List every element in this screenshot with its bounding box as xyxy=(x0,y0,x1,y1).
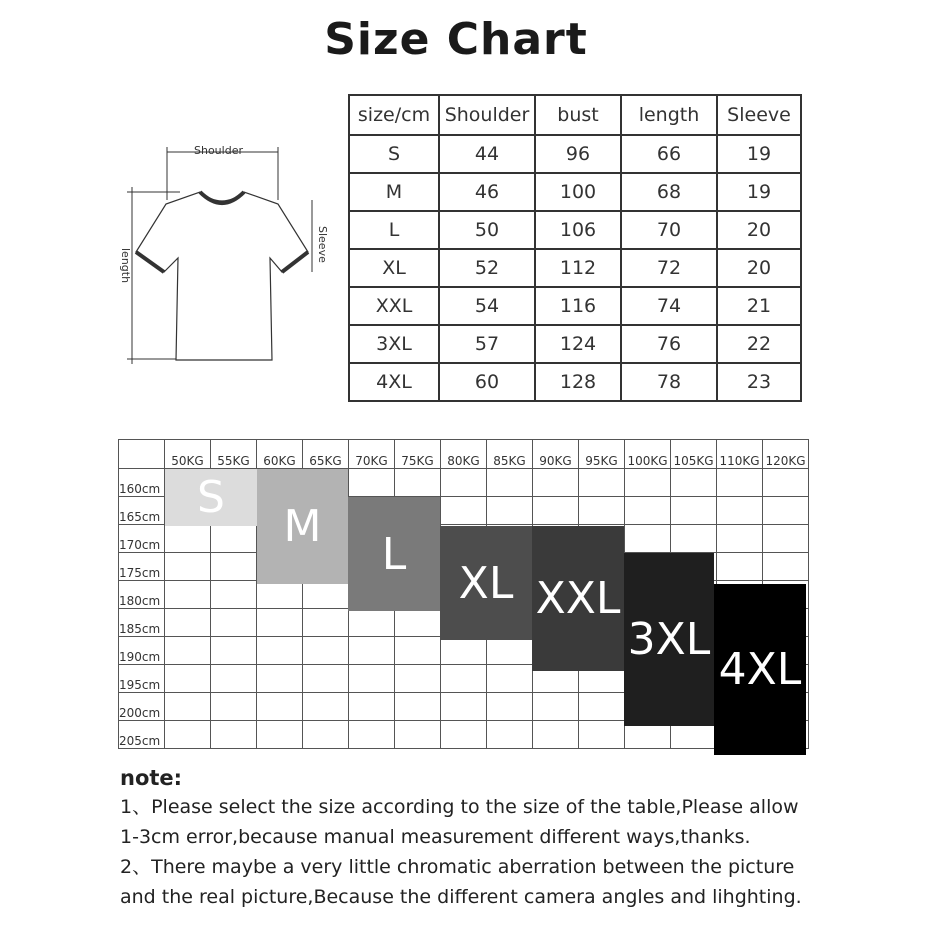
note-line: 1-3cm error,because manual measurement different ways,thanks. xyxy=(120,826,751,848)
size-block-3xl: 3XL xyxy=(624,553,714,726)
size-block-l: L xyxy=(348,497,440,611)
grid-cell xyxy=(441,469,487,497)
grid-cell xyxy=(211,525,257,553)
grid-cell xyxy=(211,721,257,749)
grid-cell xyxy=(763,553,809,581)
grid-cell xyxy=(487,721,533,749)
size-block-m: M xyxy=(257,469,348,584)
grid-cell xyxy=(625,469,671,497)
size-block-xxl: XXL xyxy=(532,526,624,671)
grid-cell xyxy=(165,553,211,581)
tshirt-diagram xyxy=(110,140,340,370)
table-cell: 74 xyxy=(621,287,717,325)
table-cell: L xyxy=(349,211,439,249)
grid-cell xyxy=(395,637,441,665)
grid-cell xyxy=(671,525,717,553)
weight-label: 65KG xyxy=(303,440,349,469)
table-cell: M xyxy=(349,173,439,211)
table-cell: 96 xyxy=(535,135,621,173)
grid-cell xyxy=(349,665,395,693)
table-row xyxy=(349,363,801,401)
size-block-4xl: 4XL xyxy=(714,584,806,755)
shoulder-label: Shoulder xyxy=(194,144,243,157)
table-cell: 52 xyxy=(439,249,535,287)
weight-label: 70KG xyxy=(349,440,395,469)
header-cell: size/cm xyxy=(349,95,439,135)
length-label: length xyxy=(119,248,132,284)
grid-cell xyxy=(717,525,763,553)
note-line: and the real picture,Because the different camera angles and lihghting. xyxy=(120,886,802,908)
page-title: Size Chart xyxy=(324,14,588,65)
size-block-s: S xyxy=(165,469,257,526)
grid-cell xyxy=(441,721,487,749)
weight-label: 95KG xyxy=(579,440,625,469)
grid-cell xyxy=(303,637,349,665)
table-cell: 57 xyxy=(439,325,535,363)
header-cell: Shoulder xyxy=(439,95,535,135)
note-line: 2、There maybe a very little chromatic aberration between the picture xyxy=(120,856,795,878)
grid-cell xyxy=(717,497,763,525)
table-cell: 124 xyxy=(535,325,621,363)
table-cell: 112 xyxy=(535,249,621,287)
grid-cell xyxy=(579,693,625,721)
table-cell: 128 xyxy=(535,363,621,401)
table-cell: XL xyxy=(349,249,439,287)
table-cell: 72 xyxy=(621,249,717,287)
grid-cell xyxy=(303,693,349,721)
grid-cell xyxy=(395,469,441,497)
table-cell: 4XL xyxy=(349,363,439,401)
table-cell: 23 xyxy=(717,363,801,401)
grid-cell xyxy=(165,581,211,609)
grid-cell xyxy=(533,469,579,497)
grid-cell xyxy=(395,665,441,693)
weight-label: 75KG xyxy=(395,440,441,469)
grid-cell xyxy=(579,721,625,749)
grid-cell xyxy=(211,693,257,721)
weight-label: 80KG xyxy=(441,440,487,469)
table-cell: 70 xyxy=(621,211,717,249)
grid-cell xyxy=(257,721,303,749)
grid-cell xyxy=(487,497,533,525)
height-label: 205cm xyxy=(119,721,165,749)
grid-header-row xyxy=(119,440,809,469)
grid-cell xyxy=(533,497,579,525)
grid-cell xyxy=(763,525,809,553)
header-cell: Sleeve xyxy=(717,95,801,135)
table-row xyxy=(349,325,801,363)
weight-label: 60KG xyxy=(257,440,303,469)
height-label: 185cm xyxy=(119,609,165,637)
grid-cell xyxy=(487,665,533,693)
grid-cell xyxy=(165,693,211,721)
grid-cell xyxy=(165,637,211,665)
grid-cell xyxy=(211,581,257,609)
grid-cell xyxy=(579,469,625,497)
table-cell: 21 xyxy=(717,287,801,325)
table-cell: 60 xyxy=(439,363,535,401)
height-label: 200cm xyxy=(119,693,165,721)
size-block-xl: XL xyxy=(440,526,532,640)
grid-cell xyxy=(717,553,763,581)
table-row xyxy=(349,249,801,287)
grid-cell xyxy=(533,693,579,721)
grid-cell xyxy=(349,469,395,497)
grid-cell xyxy=(303,581,349,609)
table-cell: 19 xyxy=(717,173,801,211)
table-row xyxy=(349,135,801,173)
grid-cell xyxy=(257,665,303,693)
table-cell: 68 xyxy=(621,173,717,211)
grid-cell xyxy=(211,637,257,665)
grid-cell xyxy=(349,637,395,665)
table-cell: 54 xyxy=(439,287,535,325)
grid-cell xyxy=(211,553,257,581)
grid-cell xyxy=(625,497,671,525)
header-cell: bust xyxy=(535,95,621,135)
grid-cell xyxy=(441,665,487,693)
table-cell: 66 xyxy=(621,135,717,173)
grid-cell xyxy=(763,497,809,525)
grid-cell xyxy=(211,665,257,693)
grid-cell xyxy=(303,665,349,693)
sleeve-label: Sleeve xyxy=(316,226,329,263)
grid-cell xyxy=(257,637,303,665)
note-section xyxy=(120,766,820,912)
grid-cell xyxy=(349,721,395,749)
height-label: 195cm xyxy=(119,665,165,693)
table-cell: 106 xyxy=(535,211,621,249)
table-cell: 78 xyxy=(621,363,717,401)
weight-label: 55KG xyxy=(211,440,257,469)
grid-cell xyxy=(395,693,441,721)
grid-cell xyxy=(763,469,809,497)
height-label: 165cm xyxy=(119,497,165,525)
weight-label: 120KG xyxy=(763,440,809,469)
grid-cell xyxy=(441,693,487,721)
grid-cell xyxy=(257,609,303,637)
grid-cell xyxy=(625,525,671,553)
grid-cell xyxy=(211,609,257,637)
table-cell: 19 xyxy=(717,135,801,173)
table-cell: 76 xyxy=(621,325,717,363)
note-line: 1、Please select the size according to the size of the table,Please allow xyxy=(120,796,799,818)
table-row xyxy=(349,173,801,211)
table-cell: 44 xyxy=(439,135,535,173)
grid-cell xyxy=(165,609,211,637)
grid-corner xyxy=(119,440,165,469)
weight-label: 100KG xyxy=(625,440,671,469)
table-cell: 50 xyxy=(439,211,535,249)
weight-label: 50KG xyxy=(165,440,211,469)
grid-cell xyxy=(257,693,303,721)
grid-cell xyxy=(165,665,211,693)
grid-cell xyxy=(303,721,349,749)
note-heading: note: xyxy=(120,766,183,790)
grid-cell xyxy=(441,637,487,665)
grid-cell xyxy=(579,497,625,525)
weight-label: 110KG xyxy=(717,440,763,469)
table-cell: 116 xyxy=(535,287,621,325)
weight-label: 105KG xyxy=(671,440,717,469)
grid-cell xyxy=(349,609,395,637)
table-row xyxy=(349,287,801,325)
table-cell: S xyxy=(349,135,439,173)
grid-cell xyxy=(671,469,717,497)
height-label: 180cm xyxy=(119,581,165,609)
grid-cell xyxy=(349,693,395,721)
table-cell: 100 xyxy=(535,173,621,211)
grid-cell xyxy=(395,721,441,749)
header-cell: length xyxy=(621,95,717,135)
height-label: 190cm xyxy=(119,637,165,665)
height-label: 160cm xyxy=(119,469,165,497)
table-cell: 46 xyxy=(439,173,535,211)
height-label: 170cm xyxy=(119,525,165,553)
grid-cell xyxy=(165,721,211,749)
grid-cell xyxy=(487,637,533,665)
grid-cell xyxy=(257,581,303,609)
grid-cell xyxy=(395,609,441,637)
grid-cell xyxy=(165,525,211,553)
grid-cell xyxy=(303,609,349,637)
grid-cell xyxy=(671,497,717,525)
table-cell: 22 xyxy=(717,325,801,363)
table-cell: 20 xyxy=(717,249,801,287)
size-measurements-table xyxy=(348,94,802,402)
table-row xyxy=(349,211,801,249)
weight-label: 85KG xyxy=(487,440,533,469)
height-label: 175cm xyxy=(119,553,165,581)
grid-cell xyxy=(533,721,579,749)
table-cell: 3XL xyxy=(349,325,439,363)
grid-cell xyxy=(487,469,533,497)
grid-cell xyxy=(441,497,487,525)
grid-cell xyxy=(717,469,763,497)
grid-cell xyxy=(487,693,533,721)
table-header-row xyxy=(349,95,801,135)
table-cell: 20 xyxy=(717,211,801,249)
table-cell: XXL xyxy=(349,287,439,325)
weight-label: 90KG xyxy=(533,440,579,469)
